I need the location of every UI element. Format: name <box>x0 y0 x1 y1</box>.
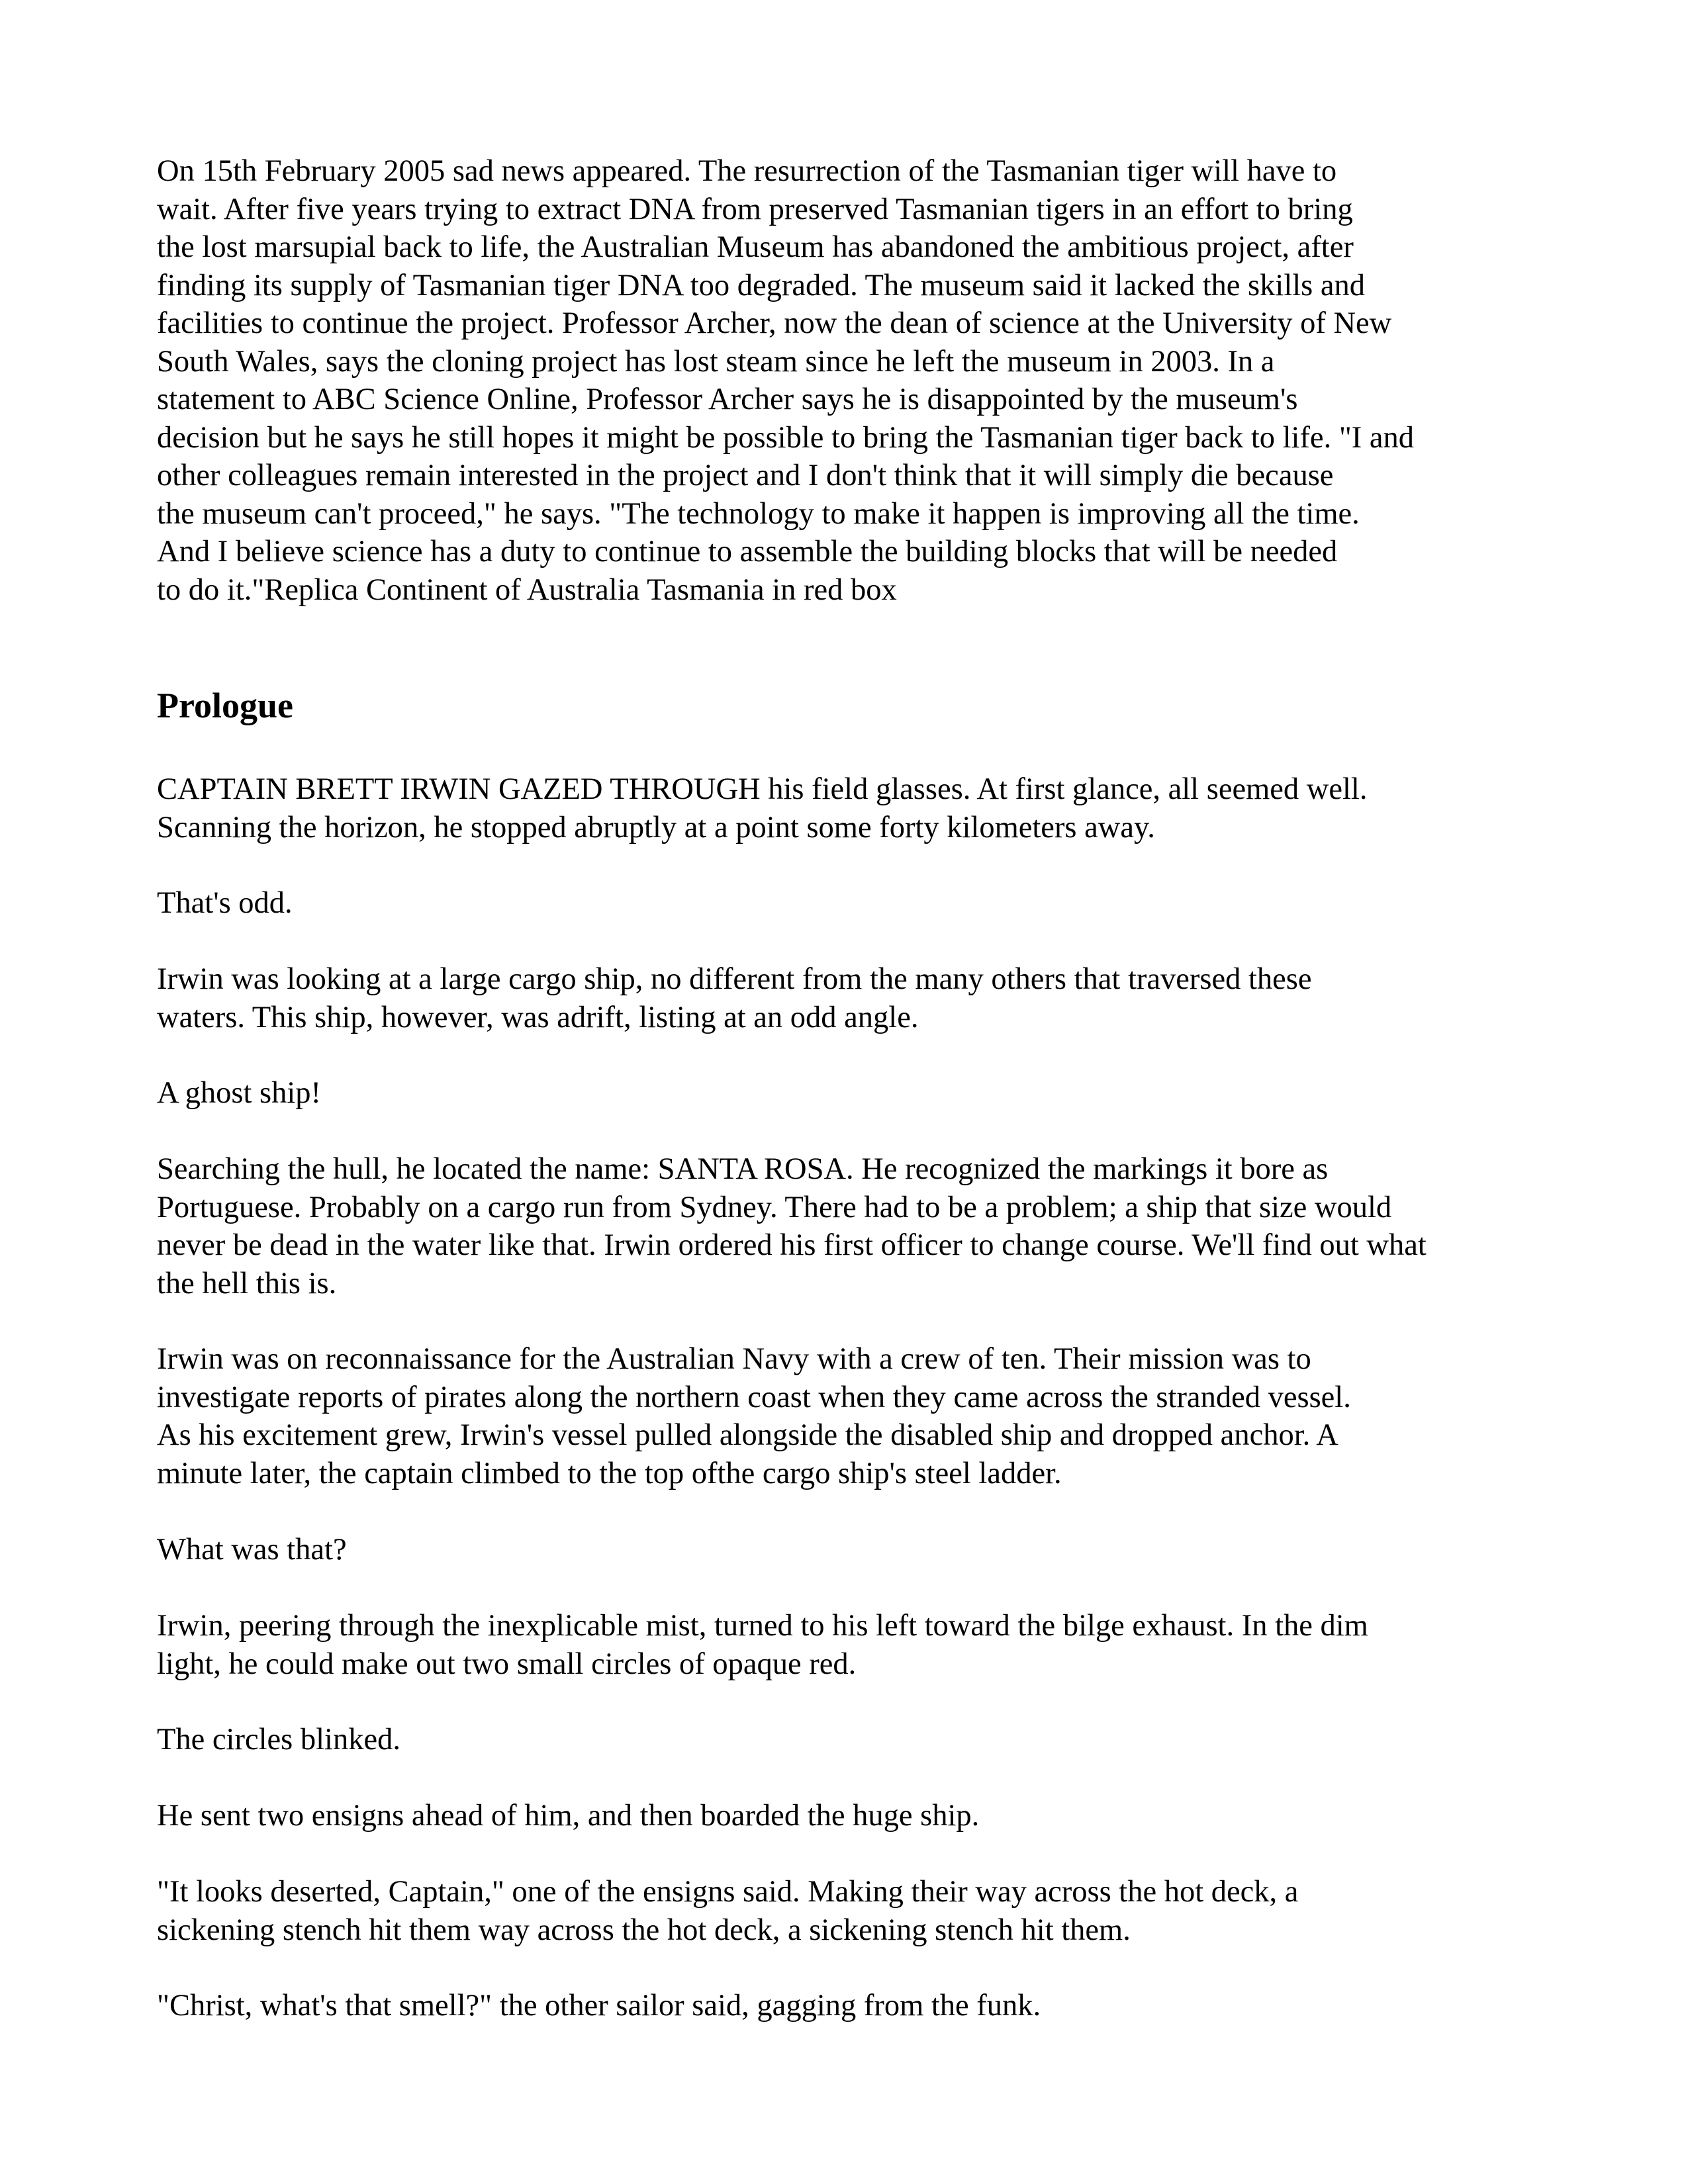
text-line: decision but he says he still hopes it might be possible to bring the Tasmanian tiger back to life. "I and <box>157 420 1415 455</box>
page-content <box>157 152 1534 2023</box>
text-line: finding its supply of Tasmanian tiger DNA too degraded. The museum said it lacked the skills and <box>157 268 1366 302</box>
text-line: Irwin was looking at a large cargo ship, no different from the many others that traversed these <box>157 962 1312 996</box>
text-line: the hell this is. <box>157 1266 337 1300</box>
paragraph <box>157 1797 979 1835</box>
paragraph <box>157 1987 1041 2025</box>
text-line: Portuguese. Probably on a cargo run from Sydney. There had to be a problem; a ship that size would <box>157 1190 1392 1224</box>
paragraph <box>157 884 293 923</box>
text-line: never be dead in the water like that. Irwin ordered his first officer to change course. We'll find out what <box>157 1228 1427 1262</box>
text-line: Searching the hull, he located the name: SANTA ROSA. He recognized the markings it bore as <box>157 1152 1329 1186</box>
text-line: What was that? <box>157 1533 347 1567</box>
text-line: "It looks deserted, Captain," one of the ensigns said. Making their way across the hot deck, a <box>157 1875 1299 1909</box>
paragraph <box>157 960 1312 1036</box>
paragraph <box>157 770 1367 846</box>
text-line: sickening stench hit them way across the hot deck, a sickening stench hit them. <box>157 1913 1131 1947</box>
text-line: Irwin was on reconnaissance for the Australian Navy with a crew of ten. Their mission was to <box>157 1342 1311 1376</box>
text-line: He sent two ensigns ahead of him, and then boarded the huge ship. <box>157 1799 980 1833</box>
paragraph <box>157 1873 1298 1949</box>
paragraph <box>157 1340 1351 1492</box>
paragraph <box>157 1721 400 1759</box>
text-line: other colleagues remain interested in the project and I don't think that it will simply die because <box>157 459 1334 492</box>
paragraph <box>157 1150 1427 1302</box>
text-line: wait. After five years trying to extract DNA from preserved Tasmanian tigers in an effort to bring <box>157 192 1353 226</box>
section-heading: Prologue <box>157 686 293 725</box>
text-line: the museum can't proceed," he says. "The technology to make it happen is improving all the time. <box>157 496 1360 531</box>
text-line: South Wales, says the cloning project has lost steam since he left the museum in 2003. In a <box>157 344 1275 379</box>
text-line: On 15th February 2005 sad news appeared. The resurrection of the Tasmanian tiger will have to <box>157 154 1337 188</box>
text-line: Scanning the horizon, he stopped abruptly at a point some forty kilometers away. <box>157 810 1155 844</box>
text-line: That's odd. <box>157 886 293 920</box>
text-line: light, he could make out two small circles of opaque red. <box>157 1647 857 1681</box>
text-line: to do it."Replica Continent of Australia Tasmania in red box <box>157 572 897 607</box>
text-line: And I believe science has a duty to continue to assemble the building blocks that will be needed <box>157 535 1338 569</box>
paragraph <box>157 1074 321 1113</box>
text-line: the lost marsupial back to life, the Australian Museum has abandoned the ambitious project, after <box>157 230 1354 264</box>
paragraph <box>157 1531 347 1569</box>
text-line: CAPTAIN BRETT IRWIN GAZED THROUGH his field glasses. At first glance, all seemed well. <box>157 772 1368 806</box>
text-line: investigate reports of pirates along the northern coast when they came across the stranded vessel. <box>157 1380 1351 1414</box>
text-line: waters. This ship, however, was adrift, listing at an odd angle. <box>157 1000 919 1034</box>
text-line: A ghost ship! <box>157 1076 322 1110</box>
paragraph <box>157 1607 1368 1683</box>
text-line: statement to ABC Science Online, Professor Archer says he is disappointed by the museum's <box>157 383 1298 416</box>
text-line: The circles blinked. <box>157 1723 400 1756</box>
text-line: facilities to continue the project. Professor Archer, now the dean of science at the University of New <box>157 306 1392 340</box>
text-line: Irwin, peering through the inexplicable mist, turned to his left toward the bilge exhaust. In the dim <box>157 1609 1368 1643</box>
text-line: minute later, the captain climbed to the top ofthe cargo ship's steel ladder. <box>157 1456 1062 1490</box>
text-line: "Christ, what's that smell?" the other sailor said, gagging from the funk. <box>157 1989 1041 2023</box>
intro-paragraph <box>157 152 1534 609</box>
text-line: As his excitement grew, Irwin's vessel pulled alongside the disabled ship and dropped anchor. A <box>157 1418 1338 1452</box>
